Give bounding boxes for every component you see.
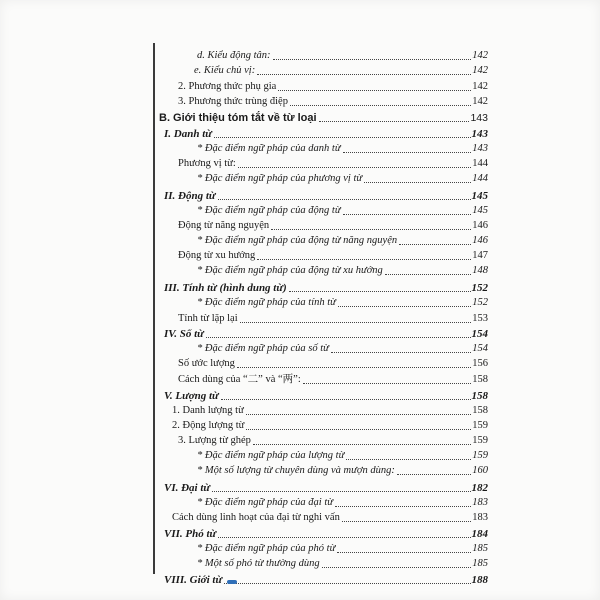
toc-entry-label: * Đặc điểm ngữ pháp của danh từ (197, 143, 341, 154)
toc-section (164, 280, 488, 294)
leader-dots (246, 429, 471, 430)
toc-entry-page: 146 (472, 220, 488, 231)
toc-entry-page: 142 (472, 96, 488, 107)
toc-entry-page: 143 (471, 128, 488, 140)
leader-dots (343, 214, 472, 215)
toc-entry-page: 183 (472, 497, 488, 508)
toc-entry-label: VII. Phó từ (164, 528, 217, 540)
toc-entry-label: Số ước lượng (178, 358, 235, 369)
toc-entry-label: 2. Động lượng từ (172, 420, 245, 431)
toc-entry-label: * Một số phó từ thường dùng (197, 558, 320, 569)
toc-section (164, 188, 488, 202)
leader-dots (290, 105, 471, 106)
leader-dots (303, 383, 472, 384)
leader-dots (221, 399, 471, 400)
toc-entry-page: 152 (472, 297, 488, 308)
blue-marker-icon (227, 580, 237, 584)
leader-dots (206, 337, 471, 338)
toc-entry-page: 154 (471, 328, 488, 340)
toc-entry-label: d. Kiểu động tân: (197, 50, 271, 61)
leader-dots (224, 583, 470, 584)
toc-entry-label: V. Lượng từ (164, 390, 219, 402)
toc-entry (197, 233, 488, 247)
toc-entry-page: 185 (472, 558, 488, 569)
toc-entry-label: * Đặc điểm ngữ pháp của tính từ (197, 297, 336, 308)
toc-entry-label: 3. Phương thức trùng điệp (178, 96, 288, 107)
toc-entry-label: * Đặc điểm ngữ pháp của số từ (197, 343, 329, 354)
toc-entry-label: 1. Danh lượng từ (172, 405, 244, 416)
toc-entry-page: 153 (472, 313, 488, 324)
toc-entry-label: Tính từ lặp lại (178, 313, 238, 324)
leader-dots (399, 244, 471, 245)
leader-dots (257, 74, 471, 75)
toc-entry-label: e. Kiểu chủ vị: (194, 65, 256, 76)
toc-entry-page: 158 (472, 374, 488, 385)
toc-entry-label: IV. Số từ (164, 328, 204, 340)
toc-entry-label: * Đặc điểm ngữ pháp của đại từ (197, 497, 333, 508)
leader-dots (212, 491, 470, 492)
toc-entry-page: 183 (472, 512, 488, 523)
toc-entry-page: 188 (471, 574, 488, 586)
toc-entry (197, 48, 488, 62)
toc-entry (197, 203, 488, 217)
toc-entry-page: 144 (472, 173, 488, 184)
leader-dots (218, 199, 471, 200)
toc-entry (194, 63, 488, 77)
toc-entry-page: 145 (471, 190, 488, 202)
leader-dots (289, 291, 471, 292)
toc-entry-label: * Một số lượng từ chuyên dùng và mượn dùng: (197, 465, 395, 476)
toc-entry (197, 448, 488, 462)
toc-entry-page: 159 (472, 435, 488, 446)
toc-entry-label: * Đặc điểm ngữ pháp của động từ (197, 205, 341, 216)
toc-entry-page: 152 (471, 282, 488, 294)
toc-heading (159, 110, 488, 124)
toc-entry-label: II. Động từ (164, 190, 216, 202)
leader-dots (240, 322, 472, 323)
toc-entry-page: 142 (472, 50, 488, 61)
toc-entry-label: Động từ năng nguyện (178, 220, 270, 231)
toc-entry (178, 372, 488, 386)
toc-entry-label: Động từ xu hướng (178, 250, 256, 261)
toc-entry (178, 311, 488, 325)
toc-entry-page: 143 (470, 112, 488, 124)
toc-entry (172, 510, 488, 524)
leader-dots (346, 459, 471, 460)
toc-entry-label: 2. Phương thức phụ gia (178, 81, 277, 92)
leader-dots (253, 444, 471, 445)
leader-dots (278, 90, 471, 91)
leader-dots (342, 521, 471, 522)
leader-dots (364, 182, 471, 183)
toc-entry-label: VIII. Giới từ (164, 574, 223, 586)
toc-entry (178, 356, 488, 370)
toc-entry (197, 295, 488, 309)
toc-entry (178, 218, 488, 232)
toc-section (164, 572, 488, 586)
toc-entry (172, 418, 488, 432)
toc-entry-page: 145 (472, 205, 488, 216)
toc-entry-page: 158 (471, 390, 488, 402)
toc-entry-label: Phương vị từ: (178, 158, 236, 169)
toc-entry-label: VI. Đại từ (164, 482, 211, 494)
leader-dots (214, 137, 471, 138)
leader-dots (397, 474, 471, 475)
toc-entry-page: 142 (472, 81, 488, 92)
toc-entry-page: 159 (472, 420, 488, 431)
leader-dots (238, 167, 471, 168)
leader-dots (319, 121, 470, 122)
leader-dots (338, 306, 471, 307)
toc-section (164, 526, 488, 540)
toc-entry-page: 185 (472, 543, 488, 554)
toc-entry-page: 184 (471, 528, 488, 540)
leader-dots (271, 229, 471, 230)
toc-entry-page: 144 (472, 158, 488, 169)
toc-entry-label: * Đặc điểm ngữ pháp của động từ xu hướng (197, 265, 383, 276)
toc-entry-label: Cách dùng linh hoạt của đại từ nghi vấn (172, 512, 340, 523)
toc-entry (178, 79, 488, 93)
toc-entry-page: 143 (472, 143, 488, 154)
leader-dots (257, 259, 471, 260)
toc-entry-label: III. Tính từ (hình dung từ) (164, 282, 287, 294)
toc-section (164, 126, 488, 140)
toc-entry-page: 182 (471, 482, 488, 494)
toc-entry-label: B. Giới thiệu tóm tắt về từ loại (159, 112, 317, 124)
toc-entry-label: * Đặc điểm ngữ pháp của phương vị từ (197, 173, 363, 184)
toc-entry (197, 495, 488, 509)
toc-entry (178, 156, 488, 170)
leader-dots (331, 352, 471, 353)
leader-dots (343, 152, 472, 153)
toc-entry (172, 403, 488, 417)
toc-entry-page: 159 (472, 450, 488, 461)
toc-entry-page: 148 (472, 265, 488, 276)
leader-dots (335, 506, 471, 507)
leader-dots (218, 537, 470, 538)
toc-entry-page: 147 (472, 250, 488, 261)
toc-entry (197, 556, 488, 570)
toc-entry-label: 3. Lượng từ ghép (178, 435, 251, 446)
toc-entry-page: 142 (472, 65, 488, 76)
toc-entry-page: 158 (472, 405, 488, 416)
toc-entry (178, 248, 488, 262)
toc-entry (178, 94, 488, 108)
leader-dots (246, 414, 471, 415)
leader-dots (237, 367, 471, 368)
toc-entry (197, 171, 488, 185)
leader-dots (337, 552, 471, 553)
toc-entry (197, 141, 488, 155)
toc-section (164, 388, 488, 402)
toc-section (164, 326, 488, 340)
toc-entry-label: * Đặc điểm ngữ pháp của lượng từ (197, 450, 345, 461)
toc-entry-page: 146 (472, 235, 488, 246)
toc-entry (197, 341, 488, 355)
toc-entry (197, 463, 488, 477)
toc-section (164, 480, 488, 494)
toc-entry-label: * Đặc điểm ngữ pháp của phó từ (197, 543, 336, 554)
toc-entry (178, 433, 488, 447)
toc-entry-label: Cách dùng của “二” và “两”: (178, 374, 301, 385)
toc-entry-label: I. Danh từ (164, 128, 212, 140)
toc-entry-page: 156 (472, 358, 488, 369)
toc-entry-label: * Đặc điểm ngữ pháp của động từ năng nguyện (197, 235, 398, 246)
leader-dots (273, 59, 472, 60)
leader-dots (322, 567, 472, 568)
toc-entry-page: 160 (472, 465, 488, 476)
toc-entry-page: 154 (472, 343, 488, 354)
toc-entry (197, 541, 488, 555)
leader-dots (385, 274, 471, 275)
toc-entry (197, 263, 488, 277)
